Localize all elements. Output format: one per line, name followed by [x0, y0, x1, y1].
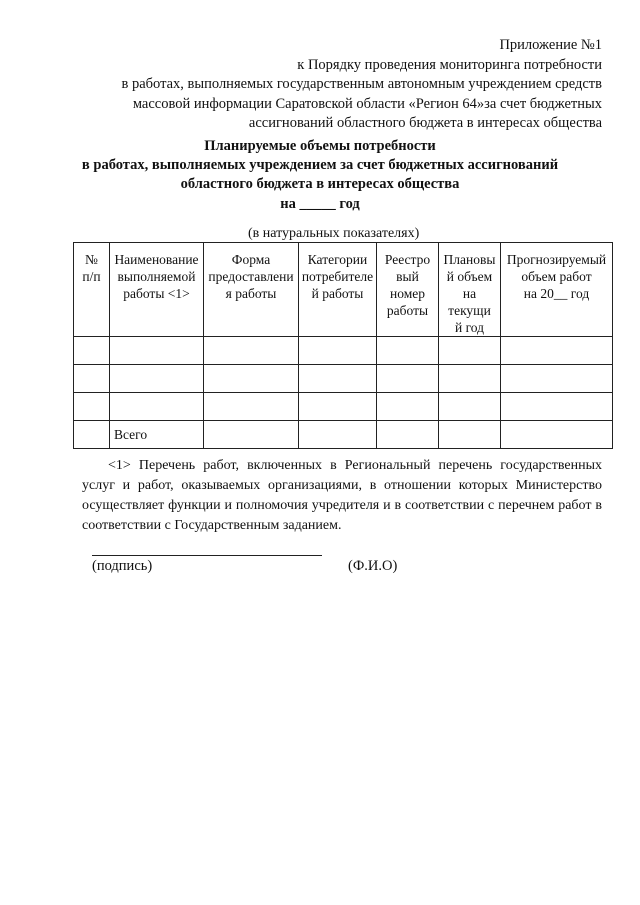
table-cell — [377, 421, 439, 449]
table-cell — [204, 337, 299, 365]
table-cell — [110, 337, 204, 365]
table-header-row — [74, 243, 613, 337]
table-cell — [439, 421, 501, 449]
table-cell — [501, 393, 613, 421]
table-cell — [377, 365, 439, 393]
table-cell — [501, 421, 613, 449]
table-total-row — [74, 421, 613, 449]
table-row — [74, 365, 613, 393]
appendix-line: ассигнований областного бюджета в интересах общества — [248, 115, 602, 132]
table-cell — [377, 337, 439, 365]
table-cell — [74, 421, 110, 449]
signature-line — [92, 555, 322, 556]
appendix-line: Приложение №1 — [499, 37, 602, 53]
appendix-line: массовой информации Саратовской области «Регион 64»за счет бюджетных — [132, 95, 602, 112]
table-cell — [377, 393, 439, 421]
appendix-line: в работах, выполняемых государственным автономным учреждением средств — [121, 76, 602, 93]
table-cell — [204, 421, 299, 449]
works-table — [73, 242, 613, 449]
appendix-header — [42, 36, 602, 134]
header-forecast-volume: Прогнозируемый объем работ на 20__ год — [501, 243, 613, 337]
table-cell — [439, 337, 501, 365]
header-categories: Категории потребителе й работы — [299, 243, 377, 337]
table-row — [74, 337, 613, 365]
title-line: в работах, выполняемых учреждением за счет бюджетных ассигнований — [81, 157, 559, 174]
table-cell — [299, 337, 377, 365]
table-cell — [204, 393, 299, 421]
full-name-label: (Ф.И.О) — [348, 558, 398, 574]
table-cell — [74, 365, 110, 393]
table-cell — [74, 393, 110, 421]
title-line: областного бюджета в интересах общества — [180, 176, 460, 193]
title-line: Планируемые объемы потребности — [204, 138, 436, 154]
header-registry-number: Реестро вый номер работы — [377, 243, 439, 337]
table-cell — [110, 393, 204, 421]
table-cell — [299, 421, 377, 449]
header-number: № п/п — [74, 243, 110, 337]
table-row — [74, 393, 613, 421]
table-cell — [439, 365, 501, 393]
footnote-text: <1> Перечень работ, включенных в Региональный перечень государственных услуг и работ, оказываемых организациями, в отношении которых Министерство осуществляет функции и полномочия учредителя и в соответствии с перечнем работ в соответствии с Государственным заданием. — [82, 458, 602, 533]
footnote — [82, 456, 602, 536]
appendix-line: к Порядку проведения мониторинга потребности — [297, 56, 602, 73]
table-cell — [501, 365, 613, 393]
header-planned-volume: Плановы й объем на текущи й год — [439, 243, 501, 337]
table-cell — [299, 393, 377, 421]
total-label: Всего — [110, 421, 204, 449]
table-cell — [299, 365, 377, 393]
table-cell — [439, 393, 501, 421]
title-line: на _____ год — [280, 195, 360, 212]
table-cell — [204, 365, 299, 393]
document-title — [40, 137, 600, 214]
table-cell — [501, 337, 613, 365]
table-cell — [74, 337, 110, 365]
units-note: (в натуральных показателях) — [248, 226, 420, 241]
table-cell — [110, 365, 204, 393]
header-work-name: Наименование выполняемой работы <1> — [110, 243, 204, 337]
header-form: Форма предоставлени я работы — [204, 243, 299, 337]
signature-label: (подпись) — [92, 558, 153, 574]
